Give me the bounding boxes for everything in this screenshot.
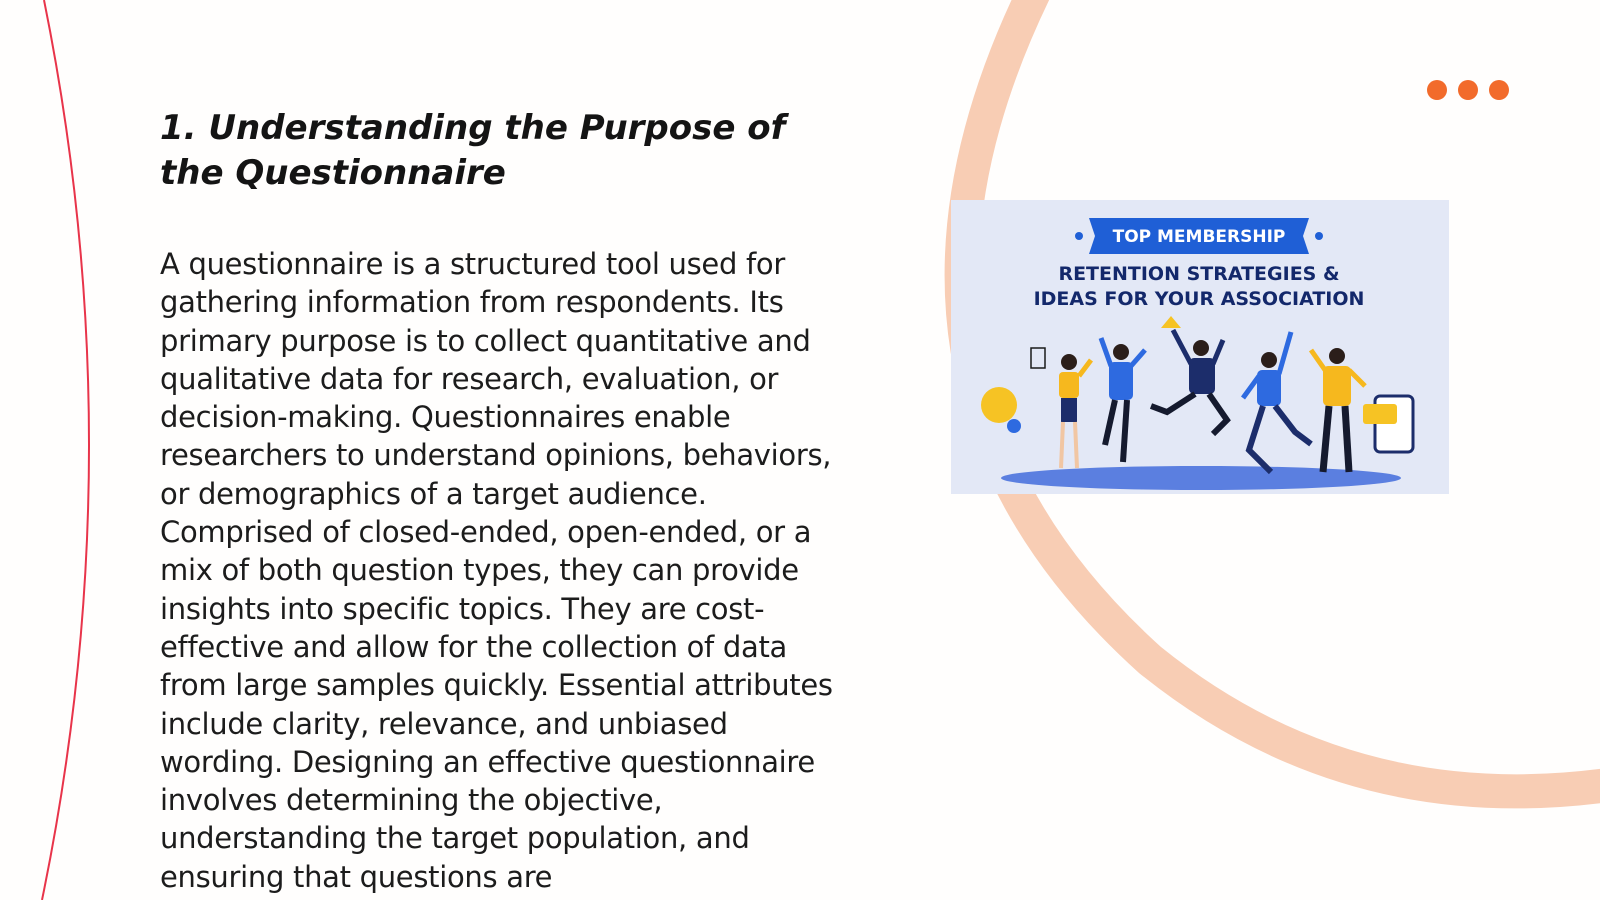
person-figure	[1101, 338, 1145, 462]
illustration-image	[951, 200, 1449, 494]
person-figure	[1243, 332, 1311, 472]
banner-label: TOP MEMBERSHIP	[1112, 227, 1286, 247]
person-figure	[1059, 354, 1091, 468]
person-figure	[1311, 348, 1365, 472]
lightbulb-icon	[981, 387, 1021, 433]
tablet-icon	[1363, 396, 1413, 452]
dot	[1427, 80, 1447, 100]
headline-line-2: IDEAS FOR YOUR ASSOCIATION	[1033, 288, 1365, 310]
ground-shadow	[1001, 466, 1401, 490]
phone-icon	[1031, 348, 1045, 368]
menu-dots-icon	[1427, 80, 1509, 100]
person-figure	[1151, 316, 1227, 434]
dot	[1489, 80, 1509, 100]
left-red-curve	[42, 0, 89, 900]
headline-line-1: RETENTION STRATEGIES &	[1058, 263, 1340, 285]
slide-body-text: A questionnaire is a structured tool used for gathering information from respondents. Its primary purpose is to collect quantitative and qualitative data for research, evaluation, or decision-making. Questionnaires enable researchers to understand opinions, behaviors, or demographics of a target audience. Comprised of closed-ended, open-ended, or a mix of both question types, they can provide insights into specific topics. They are cost-effective and allow for the collection of data from large samples quickly. Essential attributes include clarity, relevance, and unbiased wording. Designing an effective questionnaire involves determining the objective, understanding the target population, and ensuring that questions are	[160, 247, 833, 894]
slide-title: 1. Understanding the Purpose of the Questionnaire	[160, 108, 786, 193]
dot	[1458, 80, 1478, 100]
